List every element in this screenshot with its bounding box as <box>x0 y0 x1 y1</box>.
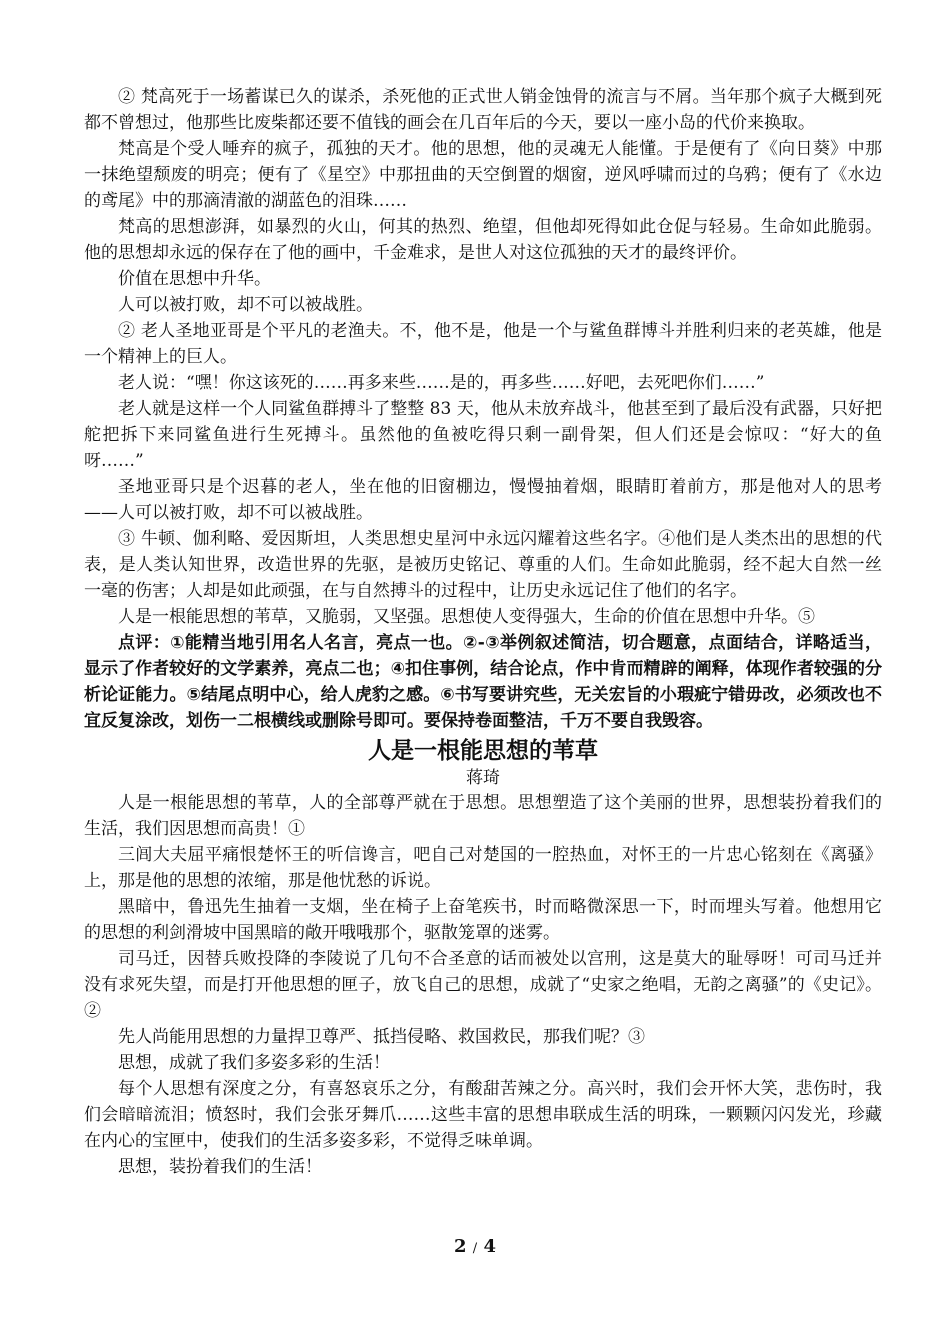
page-separator: / <box>472 1241 478 1256</box>
paragraph: 老人说：“嘿！你这该死的……再多来些……是的，再多些……好吧，去死吧你们……” <box>118 373 765 393</box>
paragraph: 思想，成就了我们多姿多彩的生活！ <box>118 1053 390 1073</box>
page-number <box>0 1236 950 1257</box>
teacher-comment: 点评：①能精当地引用名人名言，亮点一也。②-③举例叙述简洁，切合题意，点面结合，详略适当，显示了作者较好的文学素养，亮点二也；④扣住事例，结合论点，作中肯而精辟的阐释，体现作者较强的分析论证能力。⑤结尾点明中心，给人虎豹之感。⑥书写要讲究些，无关宏旨的小瑕疵宁错毋改，必须改也不宜反复涂改，划伤一二根横线或删除号即可。要保持卷面整洁，千万不要自我毁容。 <box>84 633 882 731</box>
paragraph: ③ 牛顿、伽利略、爱因斯坦，人类思想史星河中永远闪耀着这些名字。④他们是人类杰出的思想的代表，是人类认知世界，改造世界的先驱，是被历史铭记、尊重的人们。生命如此脆弱，经不起大自然一丝一毫的伤害；人却是如此顽强，在与自然搏斗的过程中，让历史永远记住了他们的名字。 <box>84 529 882 601</box>
paragraph: 老人就是这样一个人同鲨鱼群搏斗了整整 83 天，他从未放弃战斗，他甚至到了最后没有武器，只好把舵把拆下来同鲨鱼进行生死搏斗。虽然他的鱼被吃得只剩一副骨架，但人们还是会惊叹：“好大的鱼呀……” <box>84 399 882 471</box>
paragraph: 梵高的思想澎湃，如暴烈的火山，何其的热烈、绝望，但他却死得如此仓促与轻易。生命如此脆弱。他的思想却永远的保存在了他的画中，千金难求，是世人对这位孤独的天才的最终评价。 <box>84 217 882 263</box>
paragraph: ② 梵高死于一场蓄谋已久的谋杀，杀死他的正式世人销金蚀骨的流言与不屑。当年那个疯子大概到死都不曾想过，他那些比废柴都还要不值钱的画会在几百年后的今天，要以一座小岛的代价来换取。 <box>84 87 882 133</box>
paragraph: 梵高是个受人唾弃的疯子，孤独的天才。他的思想，他的灵魂无人能懂。于是便有了《向日葵》中那一抹绝望颓废的明亮；便有了《星空》中那扭曲的天空倒置的烟窗，逆风呼啸而过的乌鸦；便有了《水边的鸢尾》中的那滴清澈的湖蓝色的泪珠…… <box>84 139 882 211</box>
paragraph: 黑暗中，鲁迅先生抽着一支烟，坐在椅子上奋笔疾书，时而略微深思一下，时而埋头写着。他想用它的思想的利剑滑坡中国黑暗的敞开哦哦那个，驱散笼罩的迷雾。 <box>84 897 882 943</box>
paragraph: 人是一根能思想的苇草，又脆弱，又坚强。思想使人变得强大，生命的价值在思想中升华。⑤ <box>118 607 815 627</box>
essay-section <box>84 736 882 1180</box>
paragraph: ② 老人圣地亚哥是个平凡的老渔夫。不，他不是，他是一个与鲨鱼群博斗并胜利归来的老英雄，他是一个精神上的巨人。 <box>84 321 882 367</box>
page-current: 2 <box>453 1236 467 1257</box>
essay-author: 蒋琦 <box>466 768 500 788</box>
paragraph: 人可以被打败，却不可以被战胜。 <box>118 295 373 315</box>
paragraph: 司马迁，因替兵败投降的李陵说了几句不合圣意的话而被处以宫刑，这是莫大的耻辱呀！可司马迁并没有求死失望，而是打开他思想的匣子，放飞自己的思想，成就了“史家之绝唱，无韵之离骚”的《史记》。② <box>84 949 882 1021</box>
paragraph: 三闾大夫屈平痛恨楚怀王的听信谗言，吧自己对楚国的一腔热血，对怀王的一片忠心铭刻在《离骚》上，那是他的思想的浓缩，那是他忧愁的诉说。 <box>84 845 882 891</box>
paragraph: 每个人思想有深度之分，有喜怒哀乐之分，有酸甜苦辣之分。高兴时，我们会开怀大笑，悲伤时，我们会暗暗流泪；愤怒时，我们会张牙舞爪……这些丰富的思想串联成生活的明珠，一颗颗闪闪发光，珍藏在内心的宝匣中，使我们的生活多姿多彩，不觉得乏味单调。 <box>84 1079 882 1151</box>
paragraph: 先人尚能用思想的力量捍卫尊严、抵挡侵略、救国救民，那我们呢？③ <box>118 1027 645 1047</box>
page-total: 4 <box>483 1236 496 1257</box>
paragraph: 思想，装扮着我们的生活！ <box>118 1157 322 1177</box>
paragraph: 圣地亚哥只是个迟暮的老人，坐在他的旧窗棚边，慢慢抽着烟，眼睛盯着前方，那是他对人的思考——人可以被打败，却不可以被战胜。 <box>84 477 882 523</box>
essay-section-previous <box>84 84 882 734</box>
paragraph: 价值在思想中升华。 <box>118 269 271 289</box>
paragraph: 人是一根能思想的苇草，人的全部尊严就在于思想。思想塑造了这个美丽的世界，思想装扮着我们的生活，我们因思想而高贵！① <box>84 793 882 839</box>
essay-title: 人是一根能思想的苇草 <box>368 738 598 764</box>
document-page <box>84 84 882 1180</box>
